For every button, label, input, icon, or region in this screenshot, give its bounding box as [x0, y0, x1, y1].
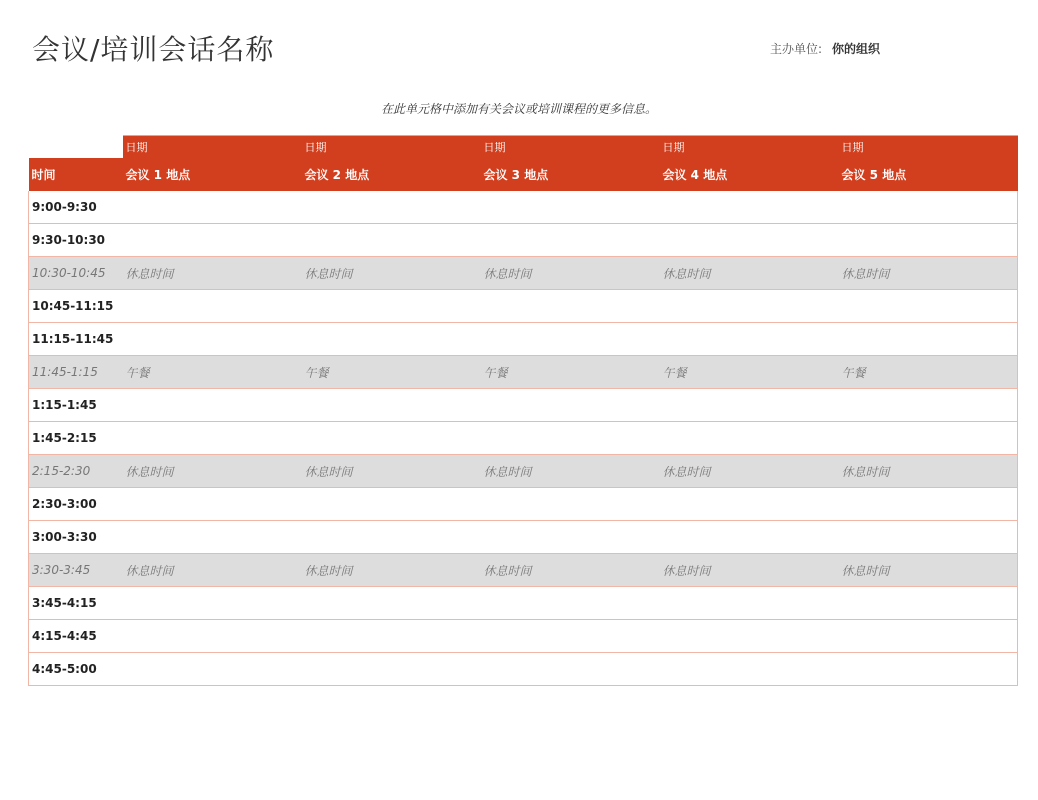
session-cell[interactable]	[123, 323, 302, 356]
session-cell[interactable]	[302, 323, 481, 356]
time-cell[interactable]: 10:30-10:45	[29, 257, 123, 290]
session-cell[interactable]	[660, 323, 839, 356]
session-cell[interactable]	[839, 488, 1018, 521]
session-cell[interactable]: 午餐	[302, 356, 481, 389]
session-cell[interactable]: 休息时间	[839, 257, 1018, 290]
column-header[interactable]: 会议 4 地点	[660, 158, 839, 191]
session-cell[interactable]	[123, 620, 302, 653]
session-cell[interactable]	[839, 290, 1018, 323]
session-cell[interactable]	[660, 191, 839, 224]
time-cell[interactable]: 3:30-3:45	[29, 554, 123, 587]
session-cell[interactable]	[302, 224, 481, 257]
session-cell[interactable]	[481, 653, 660, 686]
session-cell[interactable]	[123, 653, 302, 686]
session-cell[interactable]	[481, 488, 660, 521]
session-cell[interactable]: 休息时间	[302, 554, 481, 587]
time-cell[interactable]: 4:15-4:45	[29, 620, 123, 653]
table-row	[29, 521, 1018, 554]
time-cell[interactable]: 1:15-1:45	[29, 389, 123, 422]
session-cell[interactable]	[302, 653, 481, 686]
session-cell[interactable]	[839, 587, 1018, 620]
host-label[interactable]: 主办单位:	[770, 42, 823, 56]
session-cell[interactable]: 休息时间	[123, 257, 302, 290]
session-cell[interactable]	[839, 422, 1018, 455]
page-title[interactable]: 会议/培训会话名称	[32, 33, 275, 66]
date-cell[interactable]: 日期	[123, 136, 302, 159]
session-cell[interactable]: 午餐	[839, 356, 1018, 389]
schedule-table	[28, 135, 1018, 686]
session-cell[interactable]	[481, 290, 660, 323]
session-cell[interactable]	[481, 389, 660, 422]
table-row	[29, 455, 1018, 488]
session-cell[interactable]	[302, 422, 481, 455]
session-cell[interactable]: 休息时间	[660, 257, 839, 290]
session-cell[interactable]: 休息时间	[660, 455, 839, 488]
table-row	[29, 290, 1018, 323]
session-cell[interactable]	[839, 389, 1018, 422]
session-cell[interactable]	[839, 224, 1018, 257]
session-cell[interactable]: 休息时间	[302, 455, 481, 488]
header-row	[29, 158, 1018, 191]
session-cell[interactable]	[660, 422, 839, 455]
table-row	[29, 356, 1018, 389]
time-cell[interactable]: 1:45-2:15	[29, 422, 123, 455]
host-org[interactable]: 你的组织	[832, 42, 881, 56]
time-cell[interactable]: 10:45-11:15	[29, 290, 123, 323]
session-cell[interactable]	[481, 323, 660, 356]
session-cell[interactable]: 休息时间	[660, 554, 839, 587]
date-row	[29, 136, 1018, 159]
table-row	[29, 620, 1018, 653]
date-cell[interactable]: 日期	[839, 136, 1018, 159]
time-cell[interactable]: 11:15-11:45	[29, 323, 123, 356]
session-cell[interactable]	[660, 521, 839, 554]
session-cell[interactable]	[839, 521, 1018, 554]
session-cell[interactable]	[839, 620, 1018, 653]
time-cell[interactable]: 3:00-3:30	[29, 521, 123, 554]
time-cell[interactable]: 9:30-10:30	[29, 224, 123, 257]
table-row	[29, 488, 1018, 521]
table-row	[29, 587, 1018, 620]
session-cell[interactable]	[839, 653, 1018, 686]
session-cell[interactable]	[123, 224, 302, 257]
session-cell[interactable]	[660, 488, 839, 521]
session-cell[interactable]	[302, 191, 481, 224]
column-header[interactable]: 会议 2 地点	[302, 158, 481, 191]
time-header[interactable]: 时间	[29, 158, 123, 191]
session-cell[interactable]: 休息时间	[481, 257, 660, 290]
session-cell[interactable]: 午餐	[481, 356, 660, 389]
session-cell[interactable]	[481, 521, 660, 554]
table-row	[29, 323, 1018, 356]
host-info	[770, 40, 880, 57]
date-blank-cell	[29, 136, 123, 159]
session-cell[interactable]	[302, 389, 481, 422]
session-cell[interactable]	[660, 587, 839, 620]
time-cell[interactable]: 3:45-4:15	[29, 587, 123, 620]
session-cell[interactable]	[481, 224, 660, 257]
table-row	[29, 389, 1018, 422]
session-cell[interactable]: 休息时间	[123, 554, 302, 587]
column-header[interactable]: 会议 3 地点	[481, 158, 660, 191]
session-cell[interactable]	[481, 191, 660, 224]
session-cell[interactable]	[481, 587, 660, 620]
session-cell[interactable]	[123, 290, 302, 323]
info-text[interactable]: 在此单元格中添加有关会议或培训课程的更多信息。	[380, 102, 657, 116]
session-cell[interactable]	[123, 521, 302, 554]
session-cell[interactable]: 休息时间	[481, 554, 660, 587]
session-cell[interactable]	[123, 488, 302, 521]
session-cell[interactable]	[660, 653, 839, 686]
session-cell[interactable]	[660, 290, 839, 323]
session-cell[interactable]	[660, 389, 839, 422]
session-cell[interactable]	[123, 389, 302, 422]
session-cell[interactable]: 休息时间	[481, 455, 660, 488]
time-cell[interactable]: 2:15-2:30	[29, 455, 123, 488]
session-cell[interactable]	[481, 422, 660, 455]
session-cell[interactable]	[839, 191, 1018, 224]
session-cell[interactable]: 休息时间	[839, 554, 1018, 587]
session-cell[interactable]	[839, 323, 1018, 356]
session-cell[interactable]: 休息时间	[302, 257, 481, 290]
session-cell[interactable]	[302, 521, 481, 554]
time-cell[interactable]: 11:45-1:15	[29, 356, 123, 389]
session-cell[interactable]	[660, 224, 839, 257]
table-row	[29, 422, 1018, 455]
date-cell[interactable]: 日期	[660, 136, 839, 159]
session-cell[interactable]	[123, 422, 302, 455]
session-cell[interactable]	[481, 620, 660, 653]
date-cell[interactable]: 日期	[481, 136, 660, 159]
column-header[interactable]: 会议 1 地点	[123, 158, 302, 191]
table-row	[29, 224, 1018, 257]
time-cell[interactable]: 2:30-3:00	[29, 488, 123, 521]
session-cell[interactable]	[123, 587, 302, 620]
session-cell[interactable]	[302, 488, 481, 521]
table-row	[29, 191, 1018, 224]
date-cell[interactable]: 日期	[302, 136, 481, 159]
time-cell[interactable]: 4:45-5:00	[29, 653, 123, 686]
session-cell[interactable]	[660, 620, 839, 653]
session-cell[interactable]	[302, 620, 481, 653]
session-cell[interactable]: 休息时间	[839, 455, 1018, 488]
session-cell[interactable]	[123, 191, 302, 224]
session-cell[interactable]	[302, 290, 481, 323]
session-cell[interactable]: 休息时间	[123, 455, 302, 488]
time-cell[interactable]: 9:00-9:30	[29, 191, 123, 224]
session-cell[interactable]	[302, 587, 481, 620]
session-cell[interactable]: 午餐	[123, 356, 302, 389]
column-header[interactable]: 会议 5 地点	[839, 158, 1018, 191]
table-row	[29, 257, 1018, 290]
table-row	[29, 554, 1018, 587]
session-cell[interactable]: 午餐	[660, 356, 839, 389]
table-row	[29, 653, 1018, 686]
